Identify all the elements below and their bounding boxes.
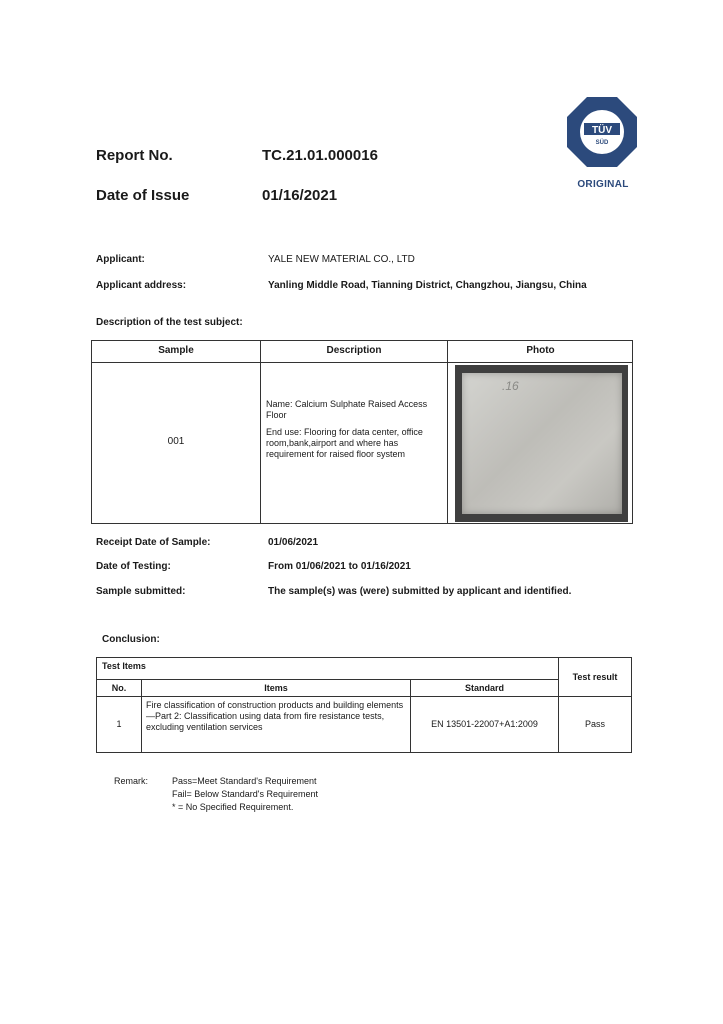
description-heading: Description of the test subject: — [96, 317, 243, 328]
sample-name: Name: Calcium Sulphate Raised Access Floor — [266, 399, 428, 420]
remark-line: Pass=Meet Standard's Requirement — [172, 776, 317, 786]
no-column-header: No. — [111, 683, 127, 693]
logo-top-text: TÜV — [592, 125, 612, 136]
testing-date-value: From 01/06/2021 to 01/16/2021 — [268, 561, 411, 572]
floor-tile-image — [462, 373, 622, 514]
photo-mark: .16 — [502, 379, 519, 393]
test-items-group-header: Test Items — [102, 661, 146, 671]
sample-submitted-label: Sample submitted: — [96, 586, 186, 597]
sample-submitted-value: The sample(s) was (were) submitted by applicant and identified. — [268, 586, 572, 597]
applicant-label: Applicant: — [96, 254, 145, 265]
applicant-value: YALE NEW MATERIAL CO., LTD — [268, 254, 415, 265]
tuv-sud-logo — [566, 96, 638, 168]
row-item: Fire classification of construction products and building elements —Part 2: Classification using data from fire resistance tests, excluding ventilation services — [146, 700, 404, 732]
logo-caption: ORIGINAL — [577, 179, 629, 190]
sample-table — [91, 340, 633, 524]
receipt-date-label: Receipt Date of Sample: — [96, 537, 211, 548]
standard-column-header: Standard — [464, 683, 504, 693]
applicant-address-value: Yanling Middle Road, Tianning District, Changzhou, Jiangsu, China — [268, 280, 587, 291]
conclusion-heading: Conclusion: — [102, 634, 160, 645]
sample-id: 001 — [167, 436, 185, 447]
applicant-address-label: Applicant address: — [96, 280, 187, 291]
row-standard: EN 13501-22007+A1:2009 — [431, 719, 538, 729]
issue-date-value: 01/16/2021 — [262, 187, 338, 204]
row-result: Pass — [584, 719, 605, 729]
description-column-header: Description — [326, 345, 382, 356]
row-no: 1 — [116, 719, 122, 729]
remark-line: Fail= Below Standard's Requirement — [172, 789, 319, 799]
remark-label: Remark: — [114, 776, 149, 786]
test-result-header: Test result — [572, 672, 618, 682]
report-no-value: TC.21.01.000016 — [262, 147, 378, 164]
conclusion-table — [96, 657, 632, 753]
sample-photo — [455, 365, 628, 522]
report-no-label: Report No. — [96, 147, 173, 164]
remark-line: * = No Specified Requirement. — [172, 802, 294, 812]
receipt-date-value: 01/06/2021 — [268, 537, 319, 548]
sample-column-header: Sample — [158, 345, 194, 356]
sample-description — [266, 399, 444, 466]
issue-date-label: Date of Issue — [96, 187, 190, 204]
testing-date-label: Date of Testing: — [96, 561, 171, 572]
photo-column-header: Photo — [526, 345, 555, 356]
logo-bottom-text: SÜD — [595, 140, 609, 146]
sample-end-use: End use: Flooring for data center, office room,bank,airport and where has requirement for raised floor system — [266, 427, 423, 459]
items-column-header: Items — [264, 683, 288, 693]
